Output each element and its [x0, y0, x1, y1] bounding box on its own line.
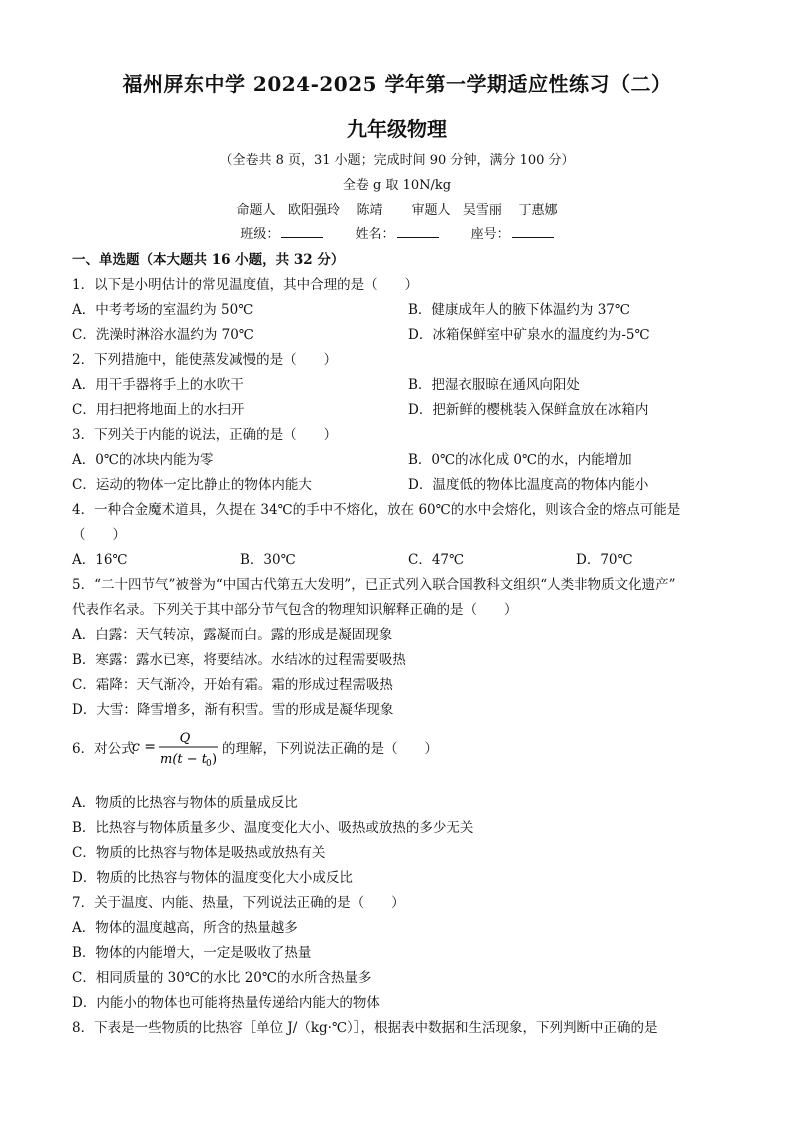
option-c: C．物质的比热容与物体是吸热或放热有关: [72, 845, 326, 861]
option-d: D．物质的比热容与物体的温度变化大小成反比: [72, 870, 353, 886]
option-d: D．大雪：降雪增多，渐有积雪。雪的形成是凝华现象: [72, 702, 394, 718]
formula-close-paren: ): [212, 752, 218, 767]
formula-subscript: 0: [206, 759, 212, 769]
option-b: B．寒露：露水已寒，将要结冰。水结冰的过程需要吸热: [72, 652, 406, 668]
option-d: D．温度低的物体比温度高的物体内能小: [408, 477, 649, 493]
exam-title: 福州屏东中学 2024-2025 学年第一学期适应性练习（二）: [122, 72, 672, 96]
student-fields: [0, 223, 794, 242]
specific-heat-formula: [132, 728, 220, 772]
gravity-note: 全卷 g 取 10N/kg: [342, 178, 452, 193]
option-b: B．把湿衣服晾在通风向阳处: [408, 377, 580, 393]
stem-head: 6．对公式: [72, 741, 135, 757]
option-a: A．物质的比热容与物体的质量成反比: [72, 795, 298, 811]
option-b: B．比热容与物体质量多少、温度变化大小、吸热或放热的多少无关: [72, 820, 474, 836]
authors-line: [0, 199, 794, 218]
option-d: D．冰箱保鲜室中矿泉水的温度约为-5℃: [408, 327, 650, 343]
question-stem: 3．下列关于内能的说法，正确的是（ ）: [72, 427, 338, 443]
answer-paren: （ ）: [72, 527, 126, 543]
option-c: C．洗澡时淋浴水温约为 70℃: [72, 327, 254, 343]
option-a: A．16℃: [72, 552, 128, 568]
exam-meta: （全卷共 8 页，31 小题；完成时间 90 分钟，满分 100 分）: [219, 153, 575, 168]
name-field[interactable]: 姓名：: [355, 227, 438, 242]
exam-subject: 九年级物理: [347, 117, 447, 141]
option-a: A．白露：天气转凉，露凝而白。露的形成是凝固现象: [72, 627, 393, 643]
seat-field[interactable]: 座号：: [471, 227, 554, 242]
question-stem: 8．下表是一些物质的比热容［单位 J/（kg·℃）］，根据表中数据和生活现象，下列判断中正确的是: [72, 1020, 658, 1036]
question-stem: 4．一种合金魔术道具，久提在 34℃的手中不熔化，放在 60℃的水中会熔化，则该合金的熔点可能是: [72, 502, 681, 518]
option-c: C．相同质量的 30℃的水比 20℃的水所含热量多: [72, 970, 372, 986]
class-field[interactable]: 班级：: [240, 227, 323, 242]
formula-denominator: m(t − t: [160, 752, 208, 767]
question-stem: 5．“二十四节气”被誉为“中国古代第五大发明”，已正式列入联合国教科文组织“人类非物质文化遗产”: [72, 577, 676, 593]
reviewer-name: 丁惠娜: [518, 203, 558, 218]
option-c: C．用扫把将地面上的水扫开: [72, 402, 245, 418]
option-c: C．霜降：天气渐冷，开始有霜。霜的形成过程需吸热: [72, 677, 393, 693]
option-c: C．47℃: [408, 552, 465, 568]
option-a: A．物体的温度越高，所含的热量越多: [72, 920, 298, 936]
setter-name: 欧阳强玲: [287, 203, 340, 218]
option-a: A．中考考场的室温约为 50℃: [72, 302, 254, 318]
option-b: B．0℃的冰化成 0℃的水，内能增加: [408, 452, 632, 468]
option-d: D．内能小的物体也可能将热量传递给内能大的物体: [72, 995, 380, 1011]
formula-lhs: c =: [132, 739, 157, 755]
question-stem-cont: 代表作名录。下列关于其中部分节气包含的物理知识解释正确的是（ ）: [72, 602, 518, 618]
setter-name: 陈靖: [356, 203, 383, 218]
option-a: A．0℃的冰块内能为零: [72, 452, 214, 468]
question-stem: 2．下列措施中，能使蒸发减慢的是（ ）: [72, 352, 338, 368]
option-d: D．把新鲜的樱桃装入保鲜盒放在冰箱内: [408, 402, 649, 418]
question-stem: 7．关于温度、内能、热量，下列说法正确的是（ ）: [72, 895, 405, 911]
question-stem: 1．以下是小明估计的常见温度值，其中合理的是（ ）: [72, 277, 419, 293]
formula-numerator: Q: [179, 731, 191, 746]
setter-label: 命题人: [236, 203, 276, 218]
option-b: B．30℃: [240, 552, 296, 568]
reviewer-name: 吴雪丽: [462, 203, 502, 218]
option-b: B．健康成年人的腋下体温约为 37℃: [408, 302, 630, 318]
option-b: B．物体的内能增大，一定是吸收了热量: [72, 945, 312, 961]
reviewer-label: 审题人: [411, 203, 451, 218]
section-heading: 一、单选题（本大题共 16 小题，共 32 分）: [72, 252, 345, 268]
option-c: C．运动的物体一定比静止的物体内能大: [72, 477, 312, 493]
option-a: A．用干手器将手上的水吹干: [72, 377, 244, 393]
stem-tail: 的理解，下列说法正确的是（ ）: [222, 741, 438, 757]
option-d: D．70℃: [576, 552, 633, 568]
